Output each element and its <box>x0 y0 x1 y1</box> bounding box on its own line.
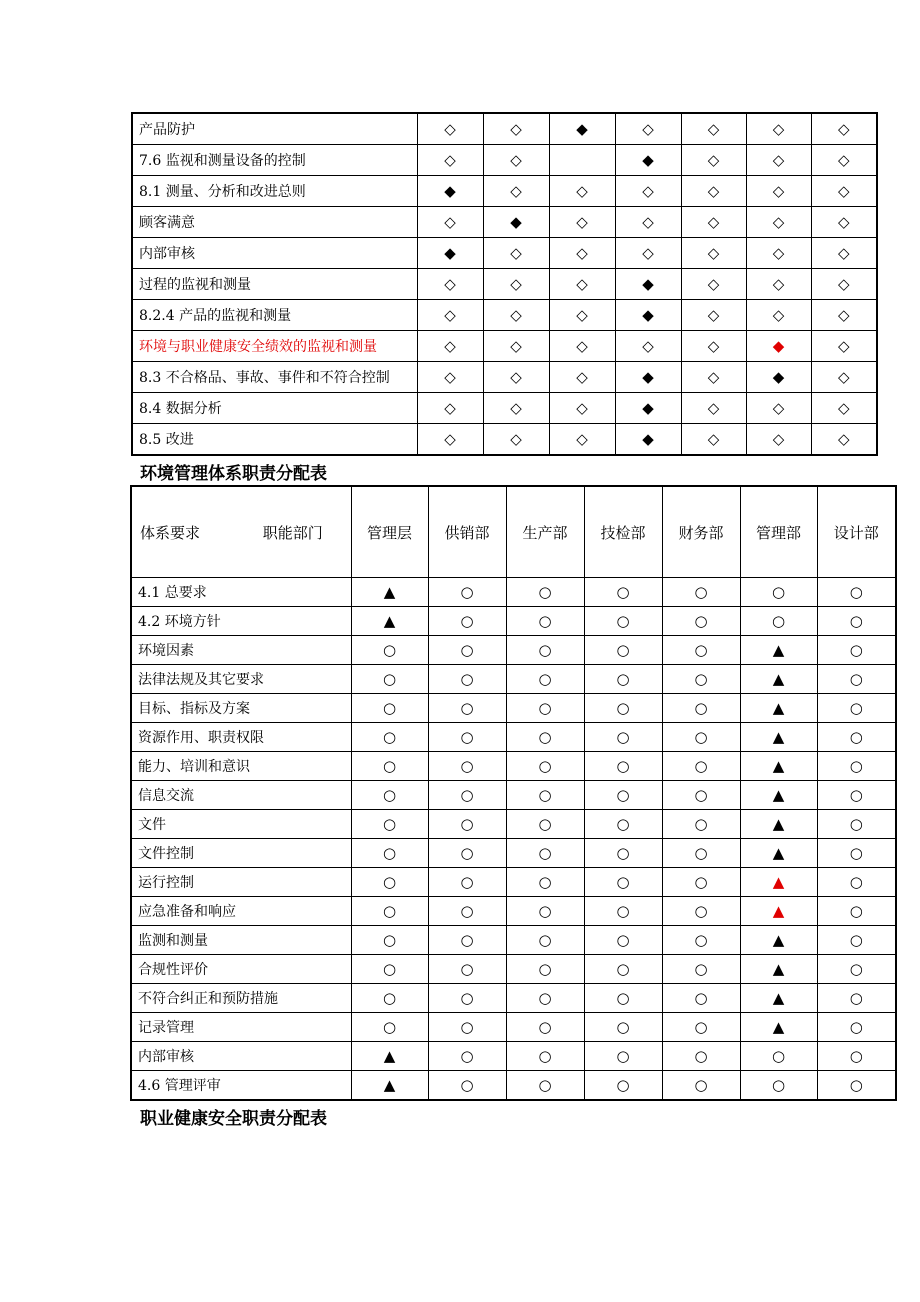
responsibility-mark: ◆ <box>615 362 681 393</box>
responsibility-mark: ○ <box>584 607 662 636</box>
responsibility-mark: ○ <box>351 1013 428 1042</box>
responsibility-mark: ▲ <box>740 636 817 665</box>
responsibility-mark: ○ <box>351 665 428 694</box>
dept-header: 供销部 <box>428 486 506 578</box>
responsibility-mark: ○ <box>428 868 506 897</box>
responsibility-mark: ○ <box>740 578 817 607</box>
responsibility-mark: ○ <box>428 578 506 607</box>
responsibility-mark: ▲ <box>351 578 428 607</box>
responsibility-mark: ◇ <box>549 176 615 207</box>
responsibility-mark: ▲ <box>740 694 817 723</box>
responsibility-mark: ○ <box>662 810 740 839</box>
dept-header: 技检部 <box>584 486 662 578</box>
responsibility-mark: ○ <box>817 955 896 984</box>
responsibility-mark: ○ <box>584 897 662 926</box>
responsibility-mark: ◇ <box>483 362 549 393</box>
responsibility-mark: ○ <box>662 607 740 636</box>
responsibility-mark: ○ <box>428 955 506 984</box>
responsibility-mark: ▲ <box>740 1013 817 1042</box>
responsibility-mark: ◇ <box>811 238 877 269</box>
responsibility-mark: ▲ <box>351 1071 428 1101</box>
responsibility-mark: ○ <box>428 1013 506 1042</box>
responsibility-mark: ○ <box>351 839 428 868</box>
responsibility-mark: ◆ <box>615 300 681 331</box>
requirement-label: 8.5 改进 <box>132 424 417 456</box>
requirement-label: 能力、培训和意识 <box>131 752 351 781</box>
table-row <box>131 926 896 955</box>
responsibility-mark: ○ <box>428 984 506 1013</box>
responsibility-mark: ◇ <box>811 331 877 362</box>
responsibility-mark: ▲ <box>740 926 817 955</box>
responsibility-mark: ◇ <box>811 393 877 424</box>
responsibility-mark: ◇ <box>417 331 483 362</box>
responsibility-mark: ◇ <box>746 207 811 238</box>
responsibility-mark: ◇ <box>811 207 877 238</box>
requirement-label: 8.2.4 产品的监视和测量 <box>132 300 417 331</box>
responsibility-mark: ◇ <box>681 331 746 362</box>
header-system-requirements: 体系要求 <box>140 523 201 542</box>
responsibility-mark: ◇ <box>549 393 615 424</box>
responsibility-mark: ◇ <box>483 238 549 269</box>
responsibility-mark: ◇ <box>746 238 811 269</box>
requirement-label: 内部审核 <box>131 1042 351 1071</box>
responsibility-mark: ◇ <box>483 300 549 331</box>
dept-header: 管理部 <box>740 486 817 578</box>
dept-header: 管理层 <box>351 486 428 578</box>
table-row <box>132 207 877 238</box>
responsibility-mark: ○ <box>817 694 896 723</box>
env-table-title: 环境管理体系职责分配表 <box>140 464 327 484</box>
responsibility-mark: ◇ <box>746 145 811 176</box>
requirement-label: 目标、指标及方案 <box>131 694 351 723</box>
table-row <box>132 145 877 176</box>
responsibility-mark: ○ <box>584 578 662 607</box>
requirement-label: 产品防护 <box>132 113 417 145</box>
responsibility-mark: ○ <box>662 636 740 665</box>
responsibility-mark: ◇ <box>549 424 615 456</box>
responsibility-mark: ◇ <box>746 269 811 300</box>
responsibility-mark: ◇ <box>417 207 483 238</box>
responsibility-mark: ◇ <box>417 393 483 424</box>
responsibility-mark: ○ <box>351 723 428 752</box>
requirement-label: 运行控制 <box>131 868 351 897</box>
dept-header: 生产部 <box>506 486 584 578</box>
responsibility-mark: ○ <box>351 926 428 955</box>
responsibility-mark: ◇ <box>615 113 681 145</box>
responsibility-mark: ○ <box>506 665 584 694</box>
requirement-label: 8.4 数据分析 <box>132 393 417 424</box>
responsibility-mark: ○ <box>584 810 662 839</box>
table-row <box>131 1042 896 1071</box>
requirement-label: 8.3 不合格品、事故、事件和不符合控制 <box>132 362 417 393</box>
responsibility-mark: ○ <box>351 984 428 1013</box>
responsibility-mark: ○ <box>506 839 584 868</box>
responsibility-mark: ○ <box>662 723 740 752</box>
responsibility-mark: ◇ <box>483 424 549 456</box>
responsibility-mark: ◇ <box>681 145 746 176</box>
responsibility-mark: ◆ <box>615 145 681 176</box>
responsibility-mark: ▲ <box>740 781 817 810</box>
requirement-label: 4.2 环境方针 <box>131 607 351 636</box>
table-row <box>132 424 877 456</box>
responsibility-mark: ◇ <box>417 145 483 176</box>
table-row <box>132 300 877 331</box>
table-row <box>131 984 896 1013</box>
responsibility-mark: ○ <box>428 694 506 723</box>
responsibility-mark: ○ <box>584 926 662 955</box>
responsibility-mark: ○ <box>817 723 896 752</box>
responsibility-mark: ○ <box>662 578 740 607</box>
responsibility-mark: ○ <box>662 868 740 897</box>
responsibility-mark: ◆ <box>417 238 483 269</box>
responsibility-mark: ◇ <box>811 300 877 331</box>
responsibility-mark: ○ <box>506 897 584 926</box>
table-row <box>131 752 896 781</box>
responsibility-mark: ○ <box>817 984 896 1013</box>
responsibility-mark: ◇ <box>549 300 615 331</box>
env-responsibility-table <box>130 485 897 1101</box>
responsibility-mark: ◇ <box>417 300 483 331</box>
responsibility-mark: ○ <box>506 578 584 607</box>
responsibility-mark: ○ <box>351 781 428 810</box>
responsibility-mark: ○ <box>351 868 428 897</box>
responsibility-mark: ◆ <box>615 393 681 424</box>
responsibility-mark: ▲ <box>740 897 817 926</box>
responsibility-mark: ◇ <box>483 145 549 176</box>
responsibility-mark: ○ <box>428 752 506 781</box>
responsibility-mark: ◇ <box>681 393 746 424</box>
responsibility-mark: ○ <box>428 781 506 810</box>
responsibility-mark: ○ <box>817 810 896 839</box>
responsibility-mark: ○ <box>351 897 428 926</box>
responsibility-mark: ◇ <box>811 424 877 456</box>
responsibility-mark: ○ <box>740 607 817 636</box>
table-row <box>131 607 896 636</box>
requirement-label: 不符合纠正和预防措施 <box>131 984 351 1013</box>
responsibility-mark: ◇ <box>746 113 811 145</box>
responsibility-mark: ○ <box>506 868 584 897</box>
responsibility-mark: ○ <box>428 665 506 694</box>
responsibility-mark: ○ <box>584 1013 662 1042</box>
responsibility-mark: ○ <box>506 1042 584 1071</box>
responsibility-mark: ◇ <box>681 176 746 207</box>
responsibility-mark: ○ <box>428 839 506 868</box>
responsibility-mark: ○ <box>584 752 662 781</box>
responsibility-mark: ◇ <box>681 207 746 238</box>
responsibility-mark: ◇ <box>417 113 483 145</box>
responsibility-mark: ○ <box>584 723 662 752</box>
responsibility-mark: ◇ <box>746 176 811 207</box>
responsibility-mark: ▲ <box>740 984 817 1013</box>
responsibility-mark: ○ <box>428 810 506 839</box>
requirement-label: 7.6 监视和测量设备的控制 <box>132 145 417 176</box>
responsibility-mark: ▲ <box>740 665 817 694</box>
table-row <box>131 1071 896 1101</box>
responsibility-mark: ○ <box>817 665 896 694</box>
requirement-label: 文件 <box>131 810 351 839</box>
table-row <box>131 955 896 984</box>
responsibility-mark: ▲ <box>740 839 817 868</box>
responsibility-mark: ○ <box>428 1042 506 1071</box>
responsibility-mark: ○ <box>662 926 740 955</box>
responsibility-mark: ○ <box>584 694 662 723</box>
responsibility-mark: ○ <box>428 926 506 955</box>
requirement-label: 资源作用、职责权限 <box>131 723 351 752</box>
requirement-label: 环境因素 <box>131 636 351 665</box>
responsibility-mark: ○ <box>817 1042 896 1071</box>
responsibility-mark: ○ <box>817 607 896 636</box>
responsibility-mark: ○ <box>662 665 740 694</box>
table-row <box>131 839 896 868</box>
quality-responsibility-table-continued <box>131 112 878 456</box>
responsibility-mark: ◇ <box>483 269 549 300</box>
responsibility-mark: ○ <box>428 636 506 665</box>
responsibility-mark: ○ <box>662 1071 740 1101</box>
responsibility-mark: ◆ <box>615 424 681 456</box>
responsibility-mark: ◆ <box>483 207 549 238</box>
responsibility-mark: ◇ <box>681 238 746 269</box>
responsibility-mark: ○ <box>428 607 506 636</box>
responsibility-mark: ◆ <box>746 362 811 393</box>
responsibility-mark: ◇ <box>811 269 877 300</box>
responsibility-mark: ○ <box>817 1071 896 1101</box>
ohs-table-title: 职业健康安全职责分配表 <box>140 1109 327 1129</box>
responsibility-mark: ◇ <box>681 300 746 331</box>
responsibility-mark: ○ <box>584 955 662 984</box>
responsibility-mark: ○ <box>506 723 584 752</box>
requirement-label: 4.6 管理评审 <box>131 1071 351 1101</box>
responsibility-mark: ○ <box>817 636 896 665</box>
responsibility-mark: ○ <box>428 723 506 752</box>
responsibility-mark: ○ <box>584 1042 662 1071</box>
requirement-label: 记录管理 <box>131 1013 351 1042</box>
responsibility-mark: ◇ <box>746 300 811 331</box>
responsibility-mark: ◇ <box>811 362 877 393</box>
requirement-label: 环境与职业健康安全绩效的监视和测量 <box>132 331 417 362</box>
responsibility-mark: ◇ <box>417 424 483 456</box>
responsibility-mark: ○ <box>662 1042 740 1071</box>
responsibility-mark: ○ <box>740 1071 817 1101</box>
responsibility-mark: ○ <box>584 665 662 694</box>
requirement-label: 4.1 总要求 <box>131 578 351 607</box>
table-row <box>131 1013 896 1042</box>
responsibility-mark: ◆ <box>549 113 615 145</box>
responsibility-mark: ○ <box>506 955 584 984</box>
responsibility-mark: ▲ <box>740 868 817 897</box>
header-corner-cell <box>131 486 351 578</box>
table-row <box>131 694 896 723</box>
table-row <box>131 578 896 607</box>
responsibility-mark: ○ <box>428 897 506 926</box>
responsibility-mark: ◇ <box>681 113 746 145</box>
responsibility-mark: ◇ <box>811 145 877 176</box>
responsibility-mark: ◆ <box>417 176 483 207</box>
responsibility-mark: ○ <box>817 1013 896 1042</box>
requirement-label: 内部审核 <box>132 238 417 269</box>
requirement-label: 文件控制 <box>131 839 351 868</box>
responsibility-mark: ○ <box>817 897 896 926</box>
table-row <box>132 176 877 207</box>
requirement-label: 法律法规及其它要求 <box>131 665 351 694</box>
responsibility-mark: ○ <box>817 868 896 897</box>
table-row <box>131 665 896 694</box>
table-row <box>131 781 896 810</box>
responsibility-mark: ◇ <box>746 424 811 456</box>
requirement-label: 监测和测量 <box>131 926 351 955</box>
responsibility-mark: ◇ <box>811 176 877 207</box>
responsibility-mark: ○ <box>506 1071 584 1101</box>
responsibility-mark: ◇ <box>615 238 681 269</box>
requirement-label: 应急准备和响应 <box>131 897 351 926</box>
responsibility-mark: ▲ <box>740 955 817 984</box>
responsibility-mark: ◇ <box>417 362 483 393</box>
table-row <box>131 810 896 839</box>
responsibility-mark: ▲ <box>740 810 817 839</box>
responsibility-mark: ◇ <box>615 331 681 362</box>
responsibility-mark: ○ <box>817 752 896 781</box>
responsibility-mark: ○ <box>584 984 662 1013</box>
responsibility-mark: ○ <box>817 926 896 955</box>
table-row <box>132 238 877 269</box>
dept-header: 财务部 <box>662 486 740 578</box>
responsibility-mark: ◇ <box>549 331 615 362</box>
responsibility-mark: ▲ <box>740 723 817 752</box>
responsibility-mark: ○ <box>584 636 662 665</box>
responsibility-mark: ○ <box>506 694 584 723</box>
responsibility-mark: ○ <box>584 1071 662 1101</box>
requirement-label: 信息交流 <box>131 781 351 810</box>
responsibility-mark: ○ <box>584 781 662 810</box>
responsibility-mark: ○ <box>506 636 584 665</box>
responsibility-mark: ◇ <box>549 207 615 238</box>
responsibility-mark: ○ <box>584 868 662 897</box>
table-row <box>132 331 877 362</box>
responsibility-mark: ○ <box>351 810 428 839</box>
responsibility-mark: ○ <box>351 636 428 665</box>
dept-header: 设计部 <box>817 486 896 578</box>
header-row <box>131 486 896 578</box>
responsibility-mark: ○ <box>740 1042 817 1071</box>
responsibility-mark: ◇ <box>549 238 615 269</box>
responsibility-mark: ○ <box>506 752 584 781</box>
responsibility-mark: ◇ <box>615 207 681 238</box>
responsibility-mark: ○ <box>351 955 428 984</box>
responsibility-mark: ◇ <box>483 331 549 362</box>
responsibility-mark: ◇ <box>483 176 549 207</box>
requirement-label: 顾客满意 <box>132 207 417 238</box>
responsibility-mark: ○ <box>817 839 896 868</box>
responsibility-mark: ○ <box>506 781 584 810</box>
responsibility-mark: ○ <box>662 1013 740 1042</box>
responsibility-mark: ▲ <box>740 752 817 781</box>
table-row <box>131 636 896 665</box>
responsibility-mark: ◇ <box>681 362 746 393</box>
responsibility-mark: ▲ <box>351 607 428 636</box>
responsibility-mark: ◇ <box>811 113 877 145</box>
responsibility-mark: ▲ <box>351 1042 428 1071</box>
responsibility-mark: ○ <box>817 781 896 810</box>
responsibility-mark: ○ <box>662 694 740 723</box>
responsibility-mark: ◇ <box>549 269 615 300</box>
table-row <box>131 723 896 752</box>
responsibility-mark: ◇ <box>746 393 811 424</box>
responsibility-mark: ○ <box>351 752 428 781</box>
responsibility-mark: ○ <box>506 984 584 1013</box>
responsibility-mark: ○ <box>506 926 584 955</box>
responsibility-mark: ◇ <box>615 176 681 207</box>
responsibility-mark: ◇ <box>417 269 483 300</box>
responsibility-mark: ◇ <box>681 424 746 456</box>
table-row <box>131 897 896 926</box>
responsibility-mark: ○ <box>662 984 740 1013</box>
responsibility-mark: ○ <box>662 955 740 984</box>
table-row <box>131 868 896 897</box>
requirement-label: 过程的监视和测量 <box>132 269 417 300</box>
responsibility-mark: ◇ <box>681 269 746 300</box>
responsibility-mark: ○ <box>506 1013 584 1042</box>
responsibility-mark: ○ <box>662 781 740 810</box>
responsibility-mark: ◇ <box>483 393 549 424</box>
responsibility-mark <box>549 145 615 176</box>
responsibility-mark: ○ <box>662 897 740 926</box>
responsibility-mark: ○ <box>817 578 896 607</box>
responsibility-mark: ◇ <box>549 362 615 393</box>
table-row <box>132 269 877 300</box>
responsibility-mark: ◆ <box>615 269 681 300</box>
responsibility-mark: ○ <box>662 839 740 868</box>
responsibility-mark: ○ <box>662 752 740 781</box>
responsibility-mark: ◆ <box>746 331 811 362</box>
responsibility-mark: ○ <box>506 607 584 636</box>
responsibility-mark: ○ <box>506 810 584 839</box>
responsibility-mark: ○ <box>584 839 662 868</box>
table-row <box>132 393 877 424</box>
responsibility-mark: ○ <box>428 1071 506 1101</box>
requirement-label: 合规性评价 <box>131 955 351 984</box>
header-departments: 职能部门 <box>262 523 323 542</box>
table-row <box>132 113 877 145</box>
responsibility-mark: ○ <box>351 694 428 723</box>
table-row <box>132 362 877 393</box>
responsibility-mark: ◇ <box>483 113 549 145</box>
requirement-label: 8.1 测量、分析和改进总则 <box>132 176 417 207</box>
